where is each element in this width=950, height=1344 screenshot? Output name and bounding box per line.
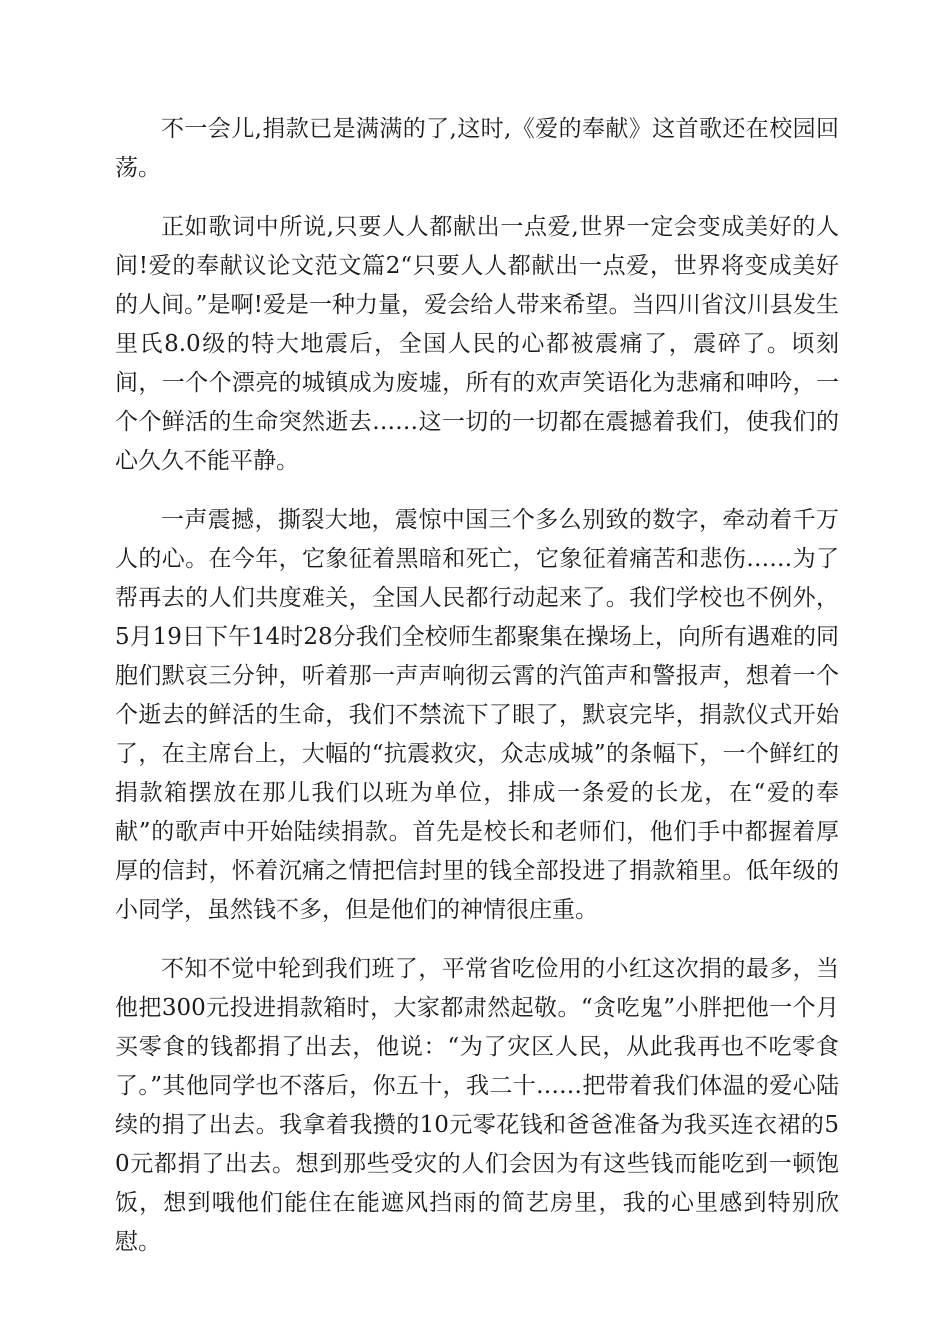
paragraph-2: 正如歌词中所说,只要人人都献出一点爱,世界一定会变成美好的人间!爱的奉献议论文范文篇2“只要人人都献出一点爱，世界将变成美好的人间。”是啊!爱是一种力量，爱会给人带来希望。当四川省汶川县发生里氏8.0级的特大地震后，全国人民的心都被震痛了，震碎了。顷刻间，一个个漂亮的城镇成为废墟，所有的欢声笑语化为悲痛和呻吟，一个个鲜活的生命突然逝去……这一切的一切都在震撼着我们，使我们的心久久不能平静。	[115, 214, 839, 474]
document-body	[115, 110, 839, 1282]
paragraph-1: 不一会儿,捐款已是满满的了,这时,《爱的奉献》这首歌还在校园回荡。	[115, 116, 839, 181]
paragraph-4: 不知不觉中轮到我们班了，平常省吃俭用的小红这次捐的最多，当他把300元投进捐款箱时，大家都肃然起敬。“贪吃鬼”小胖把他一个月买零食的钱都捐了出去，他说：“为了灾区人民，从此我再也不吃零食了。”其他同学也不落后，你五十，我二十……把带着我们体温的爱心陆续的捐了出去。我拿着我攒的10元零花钱和爸爸准备为我买连衣裙的50元都捐了出去。想到那些受灾的人们会因为有这些钱而能吃到一顿饱饭，想到哦他们能住在能遮风挡雨的简艺房里，我的心里感到特别欣慰。	[115, 956, 839, 1255]
paragraph-3: 一声震撼，撕裂大地，震惊中国三个多么别致的数字，牵动着千万人的心。在今年，它象征着黑暗和死亡，它象征着痛苦和悲伤……为了帮再去的人们共度难关，全国人民都行动起来了。我们学校也不例外，5月19日下午14时28分我们全校师生都聚集在操场上，向所有遇难的同胞们默哀三分钟，听着那一声声响彻云霄的汽笛声和警报声，想着一个个逝去的鲜活的生命，我们不禁流下了眼了，默哀完毕，捐款仪式开始了，在主席台上，大幅的“抗震救灾，众志成城”的条幅下，一个鲜红的捐款箱摆放在那儿我们以班为单位，排成一条爱的长龙，在“爱的奉献”的歌声中开始陆续捐款。首先是校长和老师们，他们手中都握着厚厚的信封，怀着沉痛之情把信封里的钱全部投进了捐款箱里。低年级的小同学，虽然钱不多，但是他们的神情很庄重。	[115, 507, 839, 923]
